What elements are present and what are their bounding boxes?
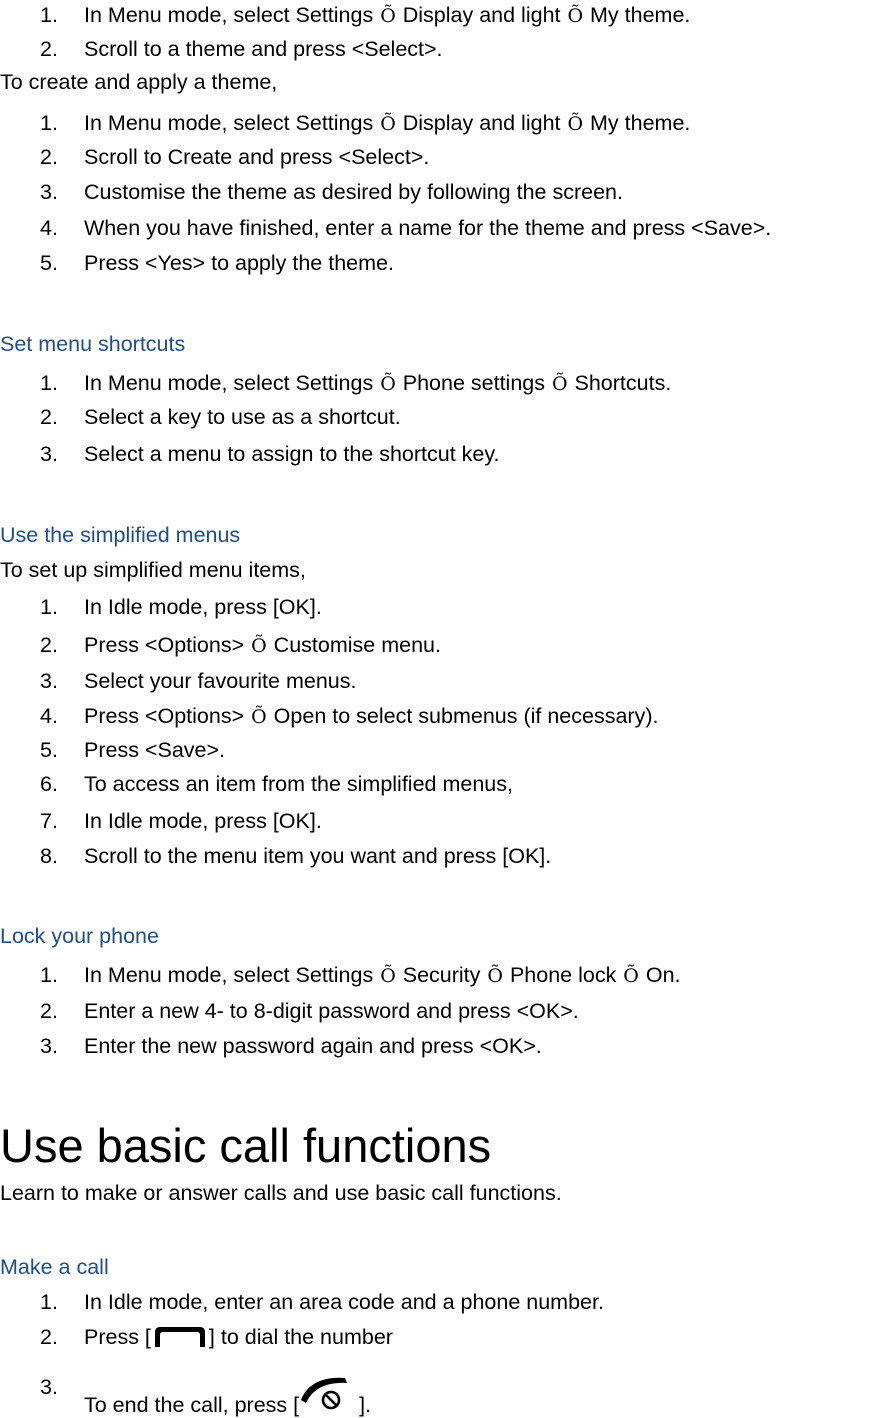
text-run: Press <Options> bbox=[84, 633, 251, 657]
subsection-heading: Lock your phone bbox=[0, 924, 159, 948]
body-text: To set up simplified menu items, bbox=[0, 558, 306, 582]
text-run: Enter the new password again and press <OK>. bbox=[84, 1034, 542, 1058]
text-run: ] to dial the number bbox=[208, 1325, 393, 1349]
list-number: 1. bbox=[40, 595, 58, 619]
text-run: In Idle mode, press [OK]. bbox=[84, 809, 322, 833]
text-run: Press <Save>. bbox=[84, 738, 226, 762]
text-run: To access an item from the simplified menus, bbox=[84, 772, 513, 796]
list-number: 4. bbox=[40, 216, 58, 240]
list-number: 1. bbox=[40, 1290, 58, 1314]
subsection-heading: Set menu shortcuts bbox=[0, 332, 186, 356]
list-number: 6. bbox=[40, 772, 58, 796]
list-text bbox=[84, 668, 356, 694]
list-text bbox=[84, 1289, 604, 1315]
body-text: To create and apply a theme, bbox=[0, 70, 278, 94]
end-call-key-icon bbox=[299, 1374, 353, 1414]
text-run: Press [ bbox=[84, 1325, 151, 1349]
text-run: In Idle mode, press [OK]. bbox=[84, 595, 322, 619]
menu-arrow-icon: Õ bbox=[380, 373, 396, 395]
section-heading: Use basic call functions bbox=[0, 1119, 492, 1172]
list-text bbox=[84, 808, 322, 834]
text-run: Phone lock bbox=[503, 963, 623, 987]
menu-arrow-icon: Õ bbox=[251, 635, 267, 657]
text-run: When you have finished, enter a name for the theme and press <Save>. bbox=[84, 216, 772, 240]
list-text bbox=[84, 36, 443, 62]
text-run: Press <Yes> to apply the theme. bbox=[84, 251, 394, 275]
list-text bbox=[84, 404, 401, 430]
text-run: Select a key to use as a shortcut. bbox=[84, 405, 401, 429]
list-number: 3. bbox=[40, 180, 58, 204]
text-run: ]. bbox=[353, 1393, 372, 1417]
list-text bbox=[84, 737, 225, 763]
menu-arrow-icon: Õ bbox=[380, 113, 396, 135]
list-text bbox=[84, 632, 441, 659]
list-number: 3. bbox=[40, 669, 58, 693]
list-number: 2. bbox=[40, 633, 58, 657]
menu-arrow-icon: Õ bbox=[623, 965, 639, 987]
list-number: 2. bbox=[40, 37, 58, 61]
list-number: 5. bbox=[40, 738, 58, 762]
list-text bbox=[84, 1033, 542, 1059]
list-text bbox=[84, 2, 690, 29]
text-run: Open to select submenus (if necessary). bbox=[267, 704, 659, 728]
text-run: Select your favourite menus. bbox=[84, 669, 357, 693]
menu-arrow-icon: Õ bbox=[380, 5, 396, 27]
list-number: 3. bbox=[40, 1034, 58, 1058]
menu-arrow-icon: Õ bbox=[487, 965, 503, 987]
text-run: In Menu mode, select Settings bbox=[84, 3, 380, 27]
list-number: 4. bbox=[40, 704, 58, 728]
list-number: 2. bbox=[40, 405, 58, 429]
list-number: 8. bbox=[40, 844, 58, 868]
list-text bbox=[84, 703, 658, 730]
list-number: 2. bbox=[40, 145, 58, 169]
text-run: Security bbox=[396, 963, 487, 987]
dial-key-icon bbox=[151, 1325, 209, 1351]
text-run: In Menu mode, select Settings bbox=[84, 963, 380, 987]
text-run: Scroll to the menu item you want and press [OK]. bbox=[84, 844, 552, 868]
list-number: 3. bbox=[40, 1375, 58, 1399]
text-run: Phone settings bbox=[396, 371, 551, 395]
text-run: Shortcuts. bbox=[568, 371, 672, 395]
text-run: Enter a new 4- to 8-digit password and press <OK>. bbox=[84, 999, 579, 1023]
text-run: Press <Options> bbox=[84, 704, 251, 728]
text-run: In Idle mode, enter an area code and a phone number. bbox=[84, 1290, 604, 1314]
list-number: 2. bbox=[40, 999, 58, 1023]
list-text bbox=[84, 1374, 371, 1418]
text-run: Scroll to a theme and press <Select>. bbox=[84, 37, 443, 61]
list-number: 1. bbox=[40, 963, 58, 987]
list-text bbox=[84, 998, 579, 1024]
text-run: In Menu mode, select Settings bbox=[84, 371, 380, 395]
list-text bbox=[84, 215, 771, 241]
text-run: Select a menu to assign to the shortcut key. bbox=[84, 442, 500, 466]
menu-arrow-icon: Õ bbox=[551, 373, 568, 395]
text-run: To end the call, press [ bbox=[84, 1393, 300, 1417]
subsection-heading: Use the simplified menus bbox=[0, 523, 241, 547]
text-run: On. bbox=[639, 963, 681, 987]
list-text bbox=[84, 594, 322, 620]
list-number: 5. bbox=[40, 251, 58, 275]
body-text: Learn to make or answer calls and use basic call functions. bbox=[0, 1181, 562, 1205]
text-run: Customise menu. bbox=[267, 633, 441, 657]
list-number: 2. bbox=[40, 1325, 58, 1349]
list-text bbox=[84, 250, 394, 276]
list-text bbox=[84, 370, 671, 397]
text-run: In Menu mode, select Settings bbox=[84, 111, 380, 135]
text-run: Scroll to Create and press <Select>. bbox=[84, 145, 430, 169]
text-run: My theme. bbox=[584, 111, 691, 135]
list-text bbox=[84, 110, 690, 137]
list-text bbox=[84, 1324, 393, 1351]
list-text bbox=[84, 843, 551, 869]
text-run: Display and light bbox=[396, 111, 567, 135]
text-run: My theme. bbox=[584, 3, 691, 27]
list-number: 1. bbox=[40, 111, 58, 135]
subsection-heading: Make a call bbox=[0, 1255, 109, 1279]
text-run: Customise the theme as desired by following the screen. bbox=[84, 180, 623, 204]
menu-arrow-icon: Õ bbox=[567, 5, 584, 27]
list-number: 7. bbox=[40, 809, 58, 833]
list-text bbox=[84, 441, 500, 467]
text-run: Display and light bbox=[396, 3, 567, 27]
list-number: 3. bbox=[40, 442, 58, 466]
menu-arrow-icon: Õ bbox=[380, 965, 396, 987]
menu-arrow-icon: Õ bbox=[567, 113, 584, 135]
menu-arrow-icon: Õ bbox=[251, 706, 267, 728]
list-number: 1. bbox=[40, 3, 58, 27]
list-text bbox=[84, 179, 623, 205]
list-text bbox=[84, 962, 681, 989]
list-text bbox=[84, 144, 429, 170]
list-text bbox=[84, 771, 513, 797]
list-number: 1. bbox=[40, 371, 58, 395]
